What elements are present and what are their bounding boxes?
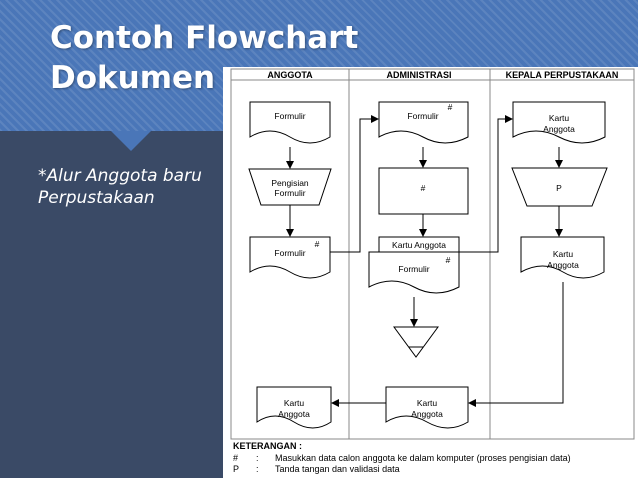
admin-offline-storage [394, 327, 438, 357]
legend-row2-separator: : [256, 464, 259, 474]
column-header-kepala: KEPALA PERPUSTAKAAN [505, 70, 619, 80]
admin-formulir2-label: Formulir [398, 264, 430, 274]
anggota-formulir2-mark: # [314, 239, 320, 249]
legend-row1-separator: : [256, 453, 259, 463]
anggota-pengisian-label-2: Formulir [274, 188, 306, 198]
admin-kartu-label-1: Kartu [416, 398, 438, 408]
admin-kartu-anggota-label: Kartu Anggota [392, 240, 446, 250]
admin-formulir-label: Formulir [407, 111, 439, 121]
legend-row1-text: Masukkan data calon anggota ke dalam komputer (proses pengisian data) [275, 453, 571, 463]
legend-row2-text: Tanda tangan dan validasi data [275, 464, 400, 474]
header-notch [111, 131, 151, 151]
column-header-anggota: ANGGOTA [267, 70, 313, 80]
anggota-formulir-label: Formulir [274, 111, 306, 121]
kepala-kartu2-label-1: Kartu [552, 249, 574, 259]
admin-formulir-document [379, 102, 468, 143]
kepala-validasi-label: P [556, 183, 562, 193]
slide-title-line2: Dokumen [50, 60, 216, 96]
column-header-administrasi: ADMINISTRASI [386, 70, 452, 80]
admin-kartu-label-2: Anggota [411, 409, 443, 419]
anggota-kartu-label-2: Anggota [278, 409, 310, 419]
anggota-pengisian-label-1: Pengisian [271, 178, 309, 188]
admin-formulir-mark: # [447, 102, 453, 112]
flowchart [223, 67, 638, 478]
kepala-kartu-label-1: Kartu [548, 113, 570, 123]
kepala-kartu2-label-2: Anggota [547, 260, 579, 270]
kepala-kartu-label-2: Anggota [543, 124, 575, 134]
anggota-formulir-document [250, 102, 330, 143]
legend-heading: KETERANGAN : [233, 441, 302, 451]
slide-subtitle: *Alur Anggota baru Perpustakaan [38, 166, 202, 208]
legend-row2-symbol: P [233, 464, 240, 474]
admin-formulir2-mark: # [445, 255, 451, 265]
admin-hash-process-label: # [420, 183, 426, 193]
flowchart-panel [223, 67, 638, 478]
slide-title-line1: Contoh Flowchart [50, 20, 359, 56]
legend-row1-symbol: # [233, 453, 239, 463]
anggota-formulir2-label: Formulir [274, 248, 306, 258]
anggota-kartu-label-1: Kartu [283, 398, 305, 408]
